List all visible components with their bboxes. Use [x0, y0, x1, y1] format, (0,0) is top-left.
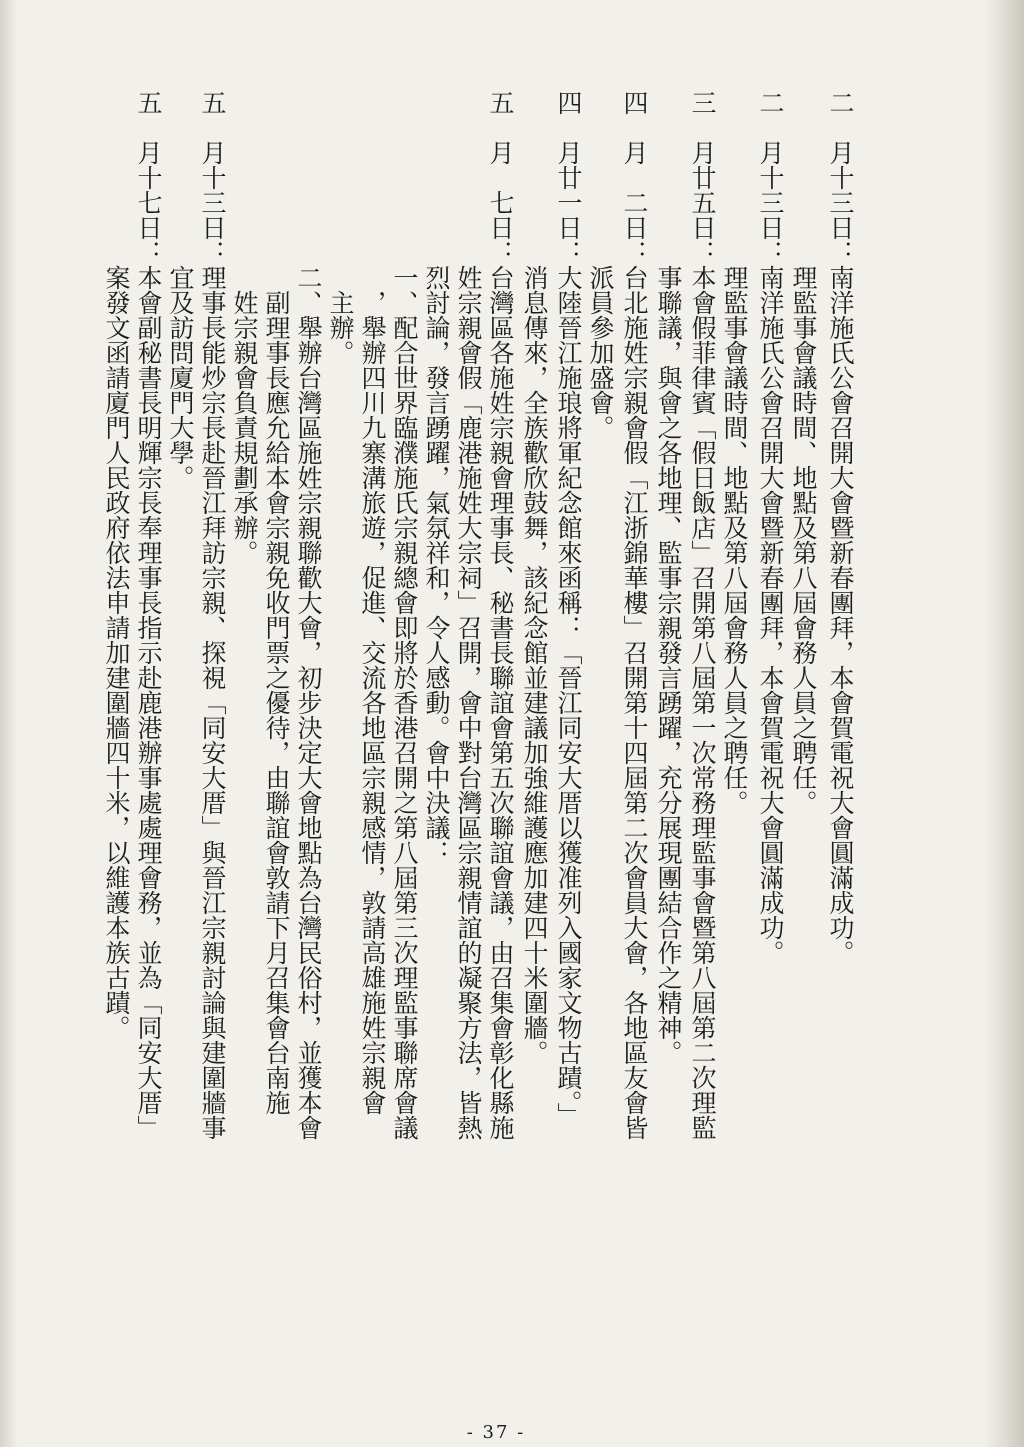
text-column-22: 五 月十七日：本會副秘書長明輝宗長奉理事長指示赴鹿港辦事處處理會務，並為「同安大厝」: [134, 90, 163, 1140]
text-column-17: 二、舉辦台灣區施姓宗親聯歡大會，初步決定大會地點為台灣民俗村，並獲本會: [294, 90, 323, 1140]
text-column-23: 案發文函請廈門人民政府依法申請加建圍牆四十米，以維護本族古蹟。: [102, 90, 131, 1040]
gutter-shadow: [0, 0, 18, 1447]
text-column-12: 姓宗親會假「鹿港施姓大宗祠」召開，會中對台灣區宗親情誼的凝聚方法，皆熱: [454, 90, 483, 1140]
text-column-11: 五 月 七日：台灣區各施姓宗親會理事長、秘書長聯誼會第五次聯誼會議，由召集會彰化縣施: [486, 90, 515, 1140]
text-column-7: 四 月 二日：台北施姓宗親會假「江浙錦華樓」召開第十四屆第二次會員大會，各地區友會皆: [620, 90, 649, 1140]
text-column-2: 理監事會議時間、地點及第八屆會務人員之聘任。: [789, 90, 818, 815]
text-column-4: 理監事會議時間、地點及第八屆會務人員之聘任。: [720, 90, 749, 815]
text-column-16: 主辦。: [326, 90, 355, 365]
text-column-3: 二 月十三日：南洋施氏公會召開大會暨新春團拜，本會賀電祝大會圓滿成功。: [756, 90, 785, 965]
page-edge: [984, 0, 1024, 1447]
text-column-20: 五 月十三日：理事長能炒宗長赴晉江拜訪宗親、探視「同安大厝」與晉江宗親討論與建圍牆事: [198, 90, 227, 1140]
text-column-6: 事聯議，與會之各地理、監事宗親發言踴躍，充分展現團結合作之精神。: [654, 90, 683, 1065]
text-column-18: 副理事長應允給本會宗親免收門票之優待，由聯誼會敦請下月召集會台南施: [262, 90, 291, 1115]
text-column-13: 烈討論，發言踴躍，氣氛祥和，令人感動。會中決議：: [422, 90, 451, 865]
text-column-14: 一、配合世界臨濮施氏宗親總會即將於香港召開之第八屆第三次理監事聯席會議: [390, 90, 419, 1140]
text-column-15: ，舉辦四川九寨溝旅遊，促進、交流各地區宗親感情，敦請高雄施姓宗親會: [358, 90, 387, 1115]
text-column-19: 姓宗親會負責規劃承辦。: [230, 90, 259, 565]
text-column-5: 三 月廿五日：本會假菲律賓「假日飯店」召開第八屆第一次常務理監事會暨第八屆第二次理監: [688, 90, 717, 1140]
text-column-9: 四 月廿一日：大陸晉江施琅將軍紀念館來函稱：「晉江同安大厝以獲准列入國家文物古蹟。」: [554, 90, 583, 1128]
text-column-21: 宜及訪問廈門大學。: [166, 90, 195, 490]
text-column-8: 派員參加盛會。: [586, 90, 615, 440]
page-number: - 37 -: [466, 1422, 526, 1443]
text-column-10: 消息傳來，全族歡欣鼓舞，該紀念館並建議加強維護應加建四十米圍牆。: [520, 90, 549, 1065]
text-column-1: 二 月十三日：南洋施氏公會召開大會暨新春團拜，本會賀電祝大會圓滿成功。: [826, 90, 855, 965]
